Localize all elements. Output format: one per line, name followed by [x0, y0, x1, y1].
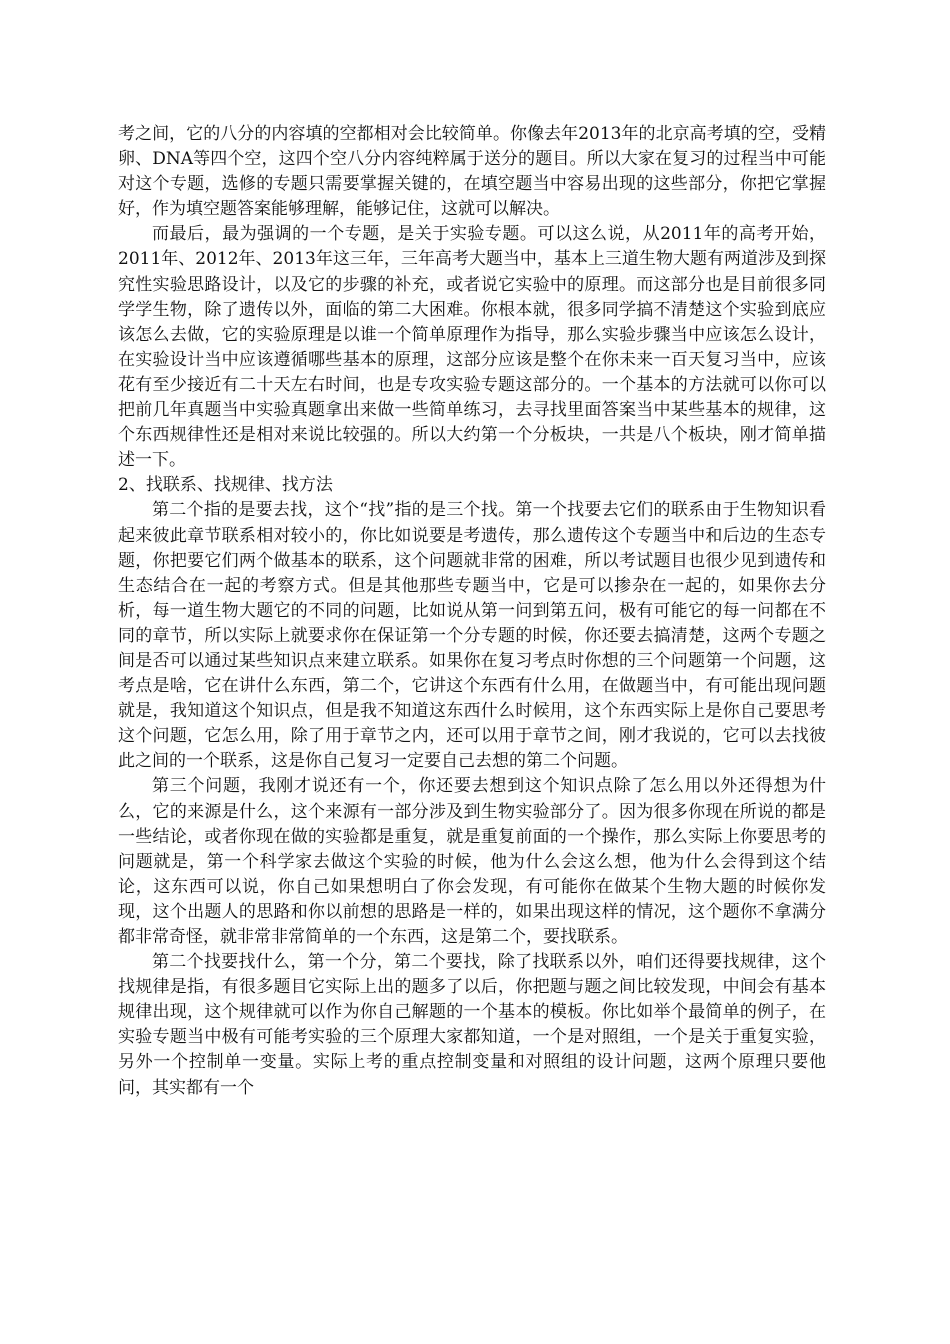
paragraph-third-question: 第三个问题，我刚才说还有一个，你还要去想到这个知识点除了怎么用以外还得想为什么，它的来源是什么，这个来源有一部分涉及到生物实验部分了。因为很多你现在所说的都是一些结论，或者你现在做的实验都是重复，就是重复前面的一个操作，那么实际上你要思考的问题就是，第一个科学家去做这个实验的时候，他为什么会这么想，他为什么会得到这个结论，这东西可以说，你自己如果想明白了你会发现，有可能你在做某个生物大题的时候你发现，这个出题人的思路和你以前想的思路是一样的，如果出现这样的情况，这个题你不拿满分都非常奇怪，就非常非常简单的一个东西，这是第二个，要找联系。 — [118, 776, 826, 947]
paragraph-find-rules: 第二个找要找什么，第一个分，第二个要找，除了找联系以外，咱们还得要找规律，这个找规律是指，有很多题目它实际上出的题多了以后，你把题与题之间比较发现，中间会有基本规律出现，这个规律就可以作为你自己解题的一个基本的模板。你比如举个最简单的例子，在实验专题当中极有可能考实验的三个原理大家都知道，一个是对照组，一个是关于重复实验，另外一个控制单一变量。实际上考的重点控制变量和对照组的设计问题，这两个原理只要他问，其实都有一个 — [118, 952, 826, 1098]
document-body — [118, 122, 826, 1101]
paragraph-experiment-topic: 而最后，最为强调的一个专题，是关于实验专题。可以这么说，从2011年的高考开始，2011年、2012年、2013年这三年，三年高考大题当中，基本上三道生物大题有两道涉及到探究性实验思路设计，以及它的步骤的补充，或者说它实验中的原理。而这部分也是目前很多同学学生物，除了遗传以外，面临的第二大困难。你根本就，很多同学搞不清楚这个实验到底应该怎么去做，它的实验原理是以谁一个简单原理作为指导，那么实验步骤当中应该怎么设计，在实验设计当中应该遵循哪些基本的原理，这部分应该是整个在你未来一百天复习当中，应该花有至少接近有二十天左右时间，也是专攻实验专题这部分的。一个基本的方法就可以你可以把前几年真题当中实验真题拿出来做一些简单练习，去寻找里面答案当中某些基本的规律，这个东西规律性还是相对来说比较强的。所以大约第一个分板块，一共是八个板块，刚才简单描述一下。 — [118, 224, 826, 471]
section-heading: 2、找联系、找规律、找方法 — [118, 475, 333, 496]
paragraph-continued: 考之间，它的八分的内容填的空都相对会比较简单。你像去年2013年的北京高考填的空，受精卵、DNA等四个空，这四个空八分内容纯粹属于送分的题目。所以大家在复习的过程当中可能对这个专题，选修的专题只需要掌握关键的，在填空题当中容易出现的这些部分，你把它掌握好，作为填空题答案能够理解，能够记住，这就可以解决。 — [118, 124, 826, 220]
paragraph-find-connections: 第二个指的是要去找，这个“找”指的是三个找。第一个找要去它们的联系由于生物知识看起来彼此章节联系相对较小的，你比如说要是考遗传，那么遗传这个专题当中和后边的生态专题，你把要它们两个做基本的联系，这个问题就非常的困难，所以考试题目也很少见到遗传和生态结合在一起的考察方式。但是其他那些专题当中，它是可以掺杂在一起的，如果你去分析，每一道生物大题它的不同的问题，比如说从第一问到第五问，极有可能它的每一问都在不同的章节，所以实际上就要求你在保证第一个分专题的时候，你还要去搞清楚，这两个专题之间是否可以通过某些知识点来建立联系。如果你在复习考点时你想的三个问题第一个问题，这考点是啥，它在讲什么东西，第二个，它讲这个东西有什么用，在做题当中，有可能出现问题就是，我知道这个知识点，但是我不知道这东西什么时候用，这个东西实际上是你自己要思考这个问题，它怎么用，除了用于章节之内，还可以用于章节之间，刚才我说的，它可以去找彼此之间的一个联系，这是你自己复习一定要自己去想的第二个问题。 — [118, 500, 826, 772]
